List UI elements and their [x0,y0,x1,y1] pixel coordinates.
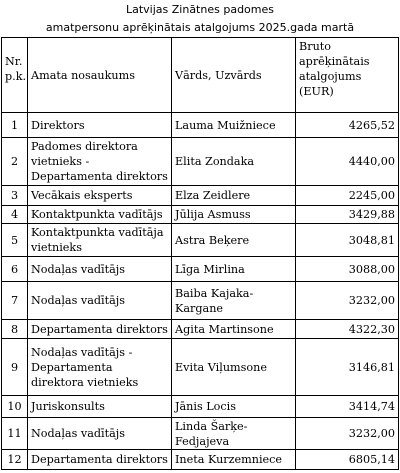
row-nr: 1 [2,113,28,138]
row-name: Jānis Locis [172,396,296,418]
row-salary: 4322,30 [296,320,399,339]
row-position: Padomes direktora vietnieks - Departamenta direktors [28,138,172,186]
table-row [2,138,399,186]
row-name: Agita Martinsone [172,320,296,339]
table-row [2,282,399,320]
row-name: Lauma Muižniece [172,113,296,138]
header-position: Amata nosaukums [28,38,172,113]
table-row [2,418,399,450]
header-nr: Nr. p.k. [2,38,28,113]
document-title: Latvijas Zinātnes padomes [125,3,274,16]
row-position: Nodaļas vadītājs [28,418,172,450]
table-row [2,224,399,257]
row-position: Kontaktpunkta vadītājs [28,206,172,224]
row-salary: 3429,88 [296,206,399,224]
row-name: Elza Zeidlere [172,186,296,206]
row-nr: 8 [2,320,28,339]
row-name: Elita Zondaka [172,138,296,186]
row-salary: 2245,00 [296,186,399,206]
header-salary: Bruto aprēķinātais atalgojums (EUR) [296,38,399,113]
row-position: Nodaļas vadītājs - Departamenta direktora vietnieks [28,339,172,396]
row-nr: 7 [2,282,28,320]
salary-table [1,37,399,470]
row-name: Jūlija Asmuss [172,206,296,224]
row-position: Direktors [28,113,172,138]
row-salary: 3232,00 [296,282,399,320]
row-salary: 3232,00 [296,418,399,450]
row-name: Evita Viļumsone [172,339,296,396]
row-position: Juriskonsults [28,396,172,418]
row-salary: 3414,74 [296,396,399,418]
row-name: Ineta Kurzemniece [172,450,296,470]
row-salary: 3146,81 [296,339,399,396]
table-row [2,320,399,339]
table-header-row [2,38,399,113]
row-nr: 10 [2,396,28,418]
row-nr: 6 [2,257,28,282]
row-salary: 3088,00 [296,257,399,282]
row-position: Departamenta direktors [28,320,172,339]
table-row [2,186,399,206]
row-position: Departamenta direktors [28,450,172,470]
row-name: Astra Beķere [172,224,296,257]
row-nr: 12 [2,450,28,470]
table-row [2,206,399,224]
document-subtitle: amatpersonu aprēķinātais atalgojums 2025.gada martā [45,21,355,34]
row-position: Nodaļas vadītājs [28,282,172,320]
row-position: Vecākais eksperts [28,186,172,206]
row-nr: 9 [2,339,28,396]
row-nr: 11 [2,418,28,450]
row-position: Nodaļas vadītājs [28,257,172,282]
table-row [2,396,399,418]
table-row [2,339,399,396]
row-name: Linda Šarķe-Fedjajeva [172,418,296,450]
row-salary: 4440,00 [296,138,399,186]
row-position: Kontaktpunkta vadītāja vietnieks [28,224,172,257]
table-row [2,113,399,138]
row-name: Baiba Kajaka-Kargane [172,282,296,320]
header-name: Vārds, Uzvārds [172,38,296,113]
row-name: Līga Mirlina [172,257,296,282]
row-nr: 2 [2,138,28,186]
row-nr: 3 [2,186,28,206]
table-row [2,257,399,282]
row-salary: 4265,52 [296,113,399,138]
row-salary: 6805,14 [296,450,399,470]
table-row [2,450,399,470]
row-nr: 5 [2,224,28,257]
row-salary: 3048,81 [296,224,399,257]
row-nr: 4 [2,206,28,224]
